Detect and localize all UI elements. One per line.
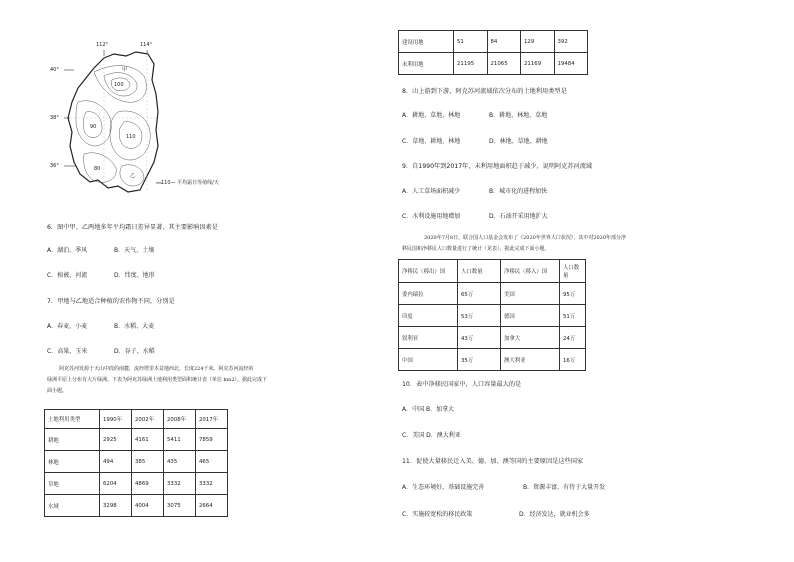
q8-option-a[interactable]: A．耕地、草地、林地 [402, 112, 461, 119]
header-cell: 2002年 [132, 410, 164, 429]
q7-option-c[interactable]: C．高粱、玉米 [47, 348, 88, 355]
q9-option-b[interactable]: B．城市化的进程加快 [489, 188, 548, 195]
header-cell: 土地利用类型 [45, 410, 100, 429]
contour-label-90: 90 [90, 124, 97, 130]
contour-label-80: 80 [94, 166, 101, 172]
table-cell: 21065 [487, 53, 521, 75]
header-cell: 2008年 [164, 410, 196, 429]
table-cell: 19484 [554, 53, 588, 75]
passage-migration-line2: 移民国和净移民人口数量进行了统计（见表）。据此完成下面小题。 [402, 246, 550, 252]
lat-38-label: 38° [50, 115, 59, 121]
jia-label: 甲 [122, 67, 128, 73]
table-cell: 129 [521, 31, 555, 53]
q9-option-a[interactable]: A．人工草场面积减少 [402, 188, 461, 195]
table-cell: 叙利亚 [399, 327, 458, 349]
q7-option-b[interactable]: B．水稻、大麦 [114, 323, 155, 330]
contour-map [44, 42, 234, 202]
passage-aksu-line1: 阿克苏河发源于天山中段的南麓，流经塔里木盆地西北，长度224千米。阿克苏河流经的 [59, 366, 254, 372]
table-row [399, 283, 586, 305]
migration-header-row [399, 260, 586, 283]
table-cell: 4161 [132, 429, 164, 451]
q6-option-c[interactable]: C．植被、河流 [47, 272, 88, 279]
q7-stem: 7．甲地与乙地适合种植的农作物不同，分别是 [47, 298, 175, 305]
yi-label: 乙 [130, 173, 136, 179]
q7-option-d[interactable]: D．谷子、水稻 [114, 348, 155, 355]
table-row [45, 451, 228, 473]
table-row [399, 53, 588, 75]
q6-option-d[interactable]: D．纬度、地形 [114, 272, 155, 279]
q8-option-c[interactable]: C．草地、耕地、林地 [402, 138, 461, 145]
header-cell: 1990年 [100, 410, 132, 429]
table-cell: 7859 [196, 429, 228, 451]
table-cell: 耕地 [45, 429, 100, 451]
table-cell: 草地 [45, 473, 100, 495]
q11-option-a[interactable]: A．生态环境好，基础设施完善 [402, 484, 485, 491]
lat-40-label: 40° [50, 67, 59, 73]
table-cell: 中国 [399, 349, 458, 371]
table-cell: 2925 [100, 429, 132, 451]
table-cell: 35万 [458, 349, 501, 371]
q8-stem: 8．山上游到下游，阿克苏河流域依次分布的土地利用类型是 [402, 88, 567, 95]
table-cell: 51万 [560, 305, 586, 327]
land-use-table-continued [398, 30, 588, 75]
lon-112-label: 112° [96, 42, 109, 48]
table-cell: 465 [196, 451, 228, 473]
table-cell: 建设用地 [399, 31, 454, 53]
q11-option-d[interactable]: D．经济发达，就业机会多 [519, 511, 590, 518]
map-svg [44, 42, 234, 202]
table-cell: 43万 [458, 327, 501, 349]
table-cell: 65万 [458, 283, 501, 305]
land-use-table [44, 409, 228, 517]
table-row [45, 429, 228, 451]
table-cell: 林地 [45, 451, 100, 473]
table-cell: 21195 [454, 53, 488, 75]
passage-aksu-line2: 绿洲平原上分布有大片绿洲。下表为阿克苏绿洲土地利用类型面积统计表（单位 km2）。据此完成下 [47, 377, 268, 383]
q7-option-a[interactable]: A．春麦、小麦 [47, 323, 88, 330]
q10-option-cd[interactable]: C．美国 D．澳大利亚 [402, 432, 461, 439]
table-cell: 委内瑞拉 [399, 283, 458, 305]
table-row [45, 473, 228, 495]
table-cell: 392 [554, 31, 588, 53]
table-cell: 澳大利亚 [501, 349, 560, 371]
contour-label-100: 100 [114, 82, 124, 88]
table-cell: 95万 [560, 283, 586, 305]
header-cell: 2017年 [196, 410, 228, 429]
table-row [399, 349, 586, 371]
table-cell: 24万 [560, 327, 586, 349]
table-cell: 德国 [501, 305, 560, 327]
table-cell: 3332 [196, 473, 228, 495]
table-cell: 美国 [501, 283, 560, 305]
q11-option-b[interactable]: B．资源丰富，有待于大量开发 [523, 484, 606, 491]
table-cell: 印度 [399, 305, 458, 327]
table-cell: 4869 [132, 473, 164, 495]
table-cell: 2664 [196, 495, 228, 517]
table-cell: 435 [164, 451, 196, 473]
header-cell: 人口数量 [560, 260, 586, 283]
lon-114-label: 114° [140, 42, 153, 48]
q6-option-b[interactable]: B．天气、土壤 [114, 247, 155, 254]
table-cell: 84 [487, 31, 521, 53]
q8-option-b[interactable]: B．耕地、林地、草地 [489, 112, 548, 119]
q9-stem: 9．自1990年到2017年，未利用地面积趋于减少，说明阿克苏河流域 [402, 163, 593, 170]
map-legend: —110— 平均霜日等值线/天 [156, 180, 219, 186]
migration-table [398, 259, 586, 371]
header-cell: 人口数量 [458, 260, 501, 283]
q11-stem: 11．促使大量移民迁入美、德、加、澳等国的主要原因是这些国家 [402, 458, 584, 465]
contour-label-110: 110 [126, 134, 136, 140]
q8-option-d[interactable]: D．林地、草地、耕地 [489, 138, 548, 145]
table-cell: 494 [100, 451, 132, 473]
table-cell: 16万 [560, 349, 586, 371]
table-cell: 3075 [164, 495, 196, 517]
lat-36-label: 36° [50, 163, 59, 169]
land-use-header-row [45, 410, 228, 429]
passage-aksu [47, 364, 268, 397]
table-row [399, 31, 588, 53]
table-cell: 6204 [100, 473, 132, 495]
passage-migration [402, 233, 632, 255]
q11-option-c[interactable]: C．实施较宽松的移民政策 [402, 511, 473, 518]
table-row [399, 327, 586, 349]
table-cell: 21169 [521, 53, 555, 75]
q9-option-d[interactable]: D．石油开采用地扩大 [489, 213, 548, 220]
passage-aksu-line3: 面小题。 [47, 388, 68, 394]
table-cell: 水域 [45, 495, 100, 517]
table-cell: 4004 [132, 495, 164, 517]
table-cell: 53万 [458, 305, 501, 327]
header-cell: 净移民（移入）国 [501, 260, 560, 283]
q10-stem: 10．表中净移民国家中，人口容量最大的是 [402, 381, 522, 388]
table-cell: 加拿大 [501, 327, 560, 349]
table-cell: 3298 [100, 495, 132, 517]
table-cell: 385 [132, 451, 164, 473]
q6-stem: 6．图中甲、乙两地多年平均霜日差异显著，其主要影响因素是 [47, 224, 218, 231]
table-cell: 51 [454, 31, 488, 53]
table-row [45, 495, 228, 517]
q10-option-ab[interactable]: A．中国 B．加拿大 [402, 406, 455, 413]
q6-option-a[interactable]: A．湖泊、季风 [47, 247, 88, 254]
q9-option-c[interactable]: C．水利设施用地增加 [402, 213, 461, 220]
header-cell: 净移民（移出）国 [399, 260, 458, 283]
table-cell: 5411 [164, 429, 196, 451]
passage-migration-line1: 2020年7月8日，联合国人口基金会发布了《2020年世界人口状况》，其中对2020年部分净 [424, 235, 627, 241]
table-cell: 3332 [164, 473, 196, 495]
table-cell: 未利用地 [399, 53, 454, 75]
table-row [399, 305, 586, 327]
